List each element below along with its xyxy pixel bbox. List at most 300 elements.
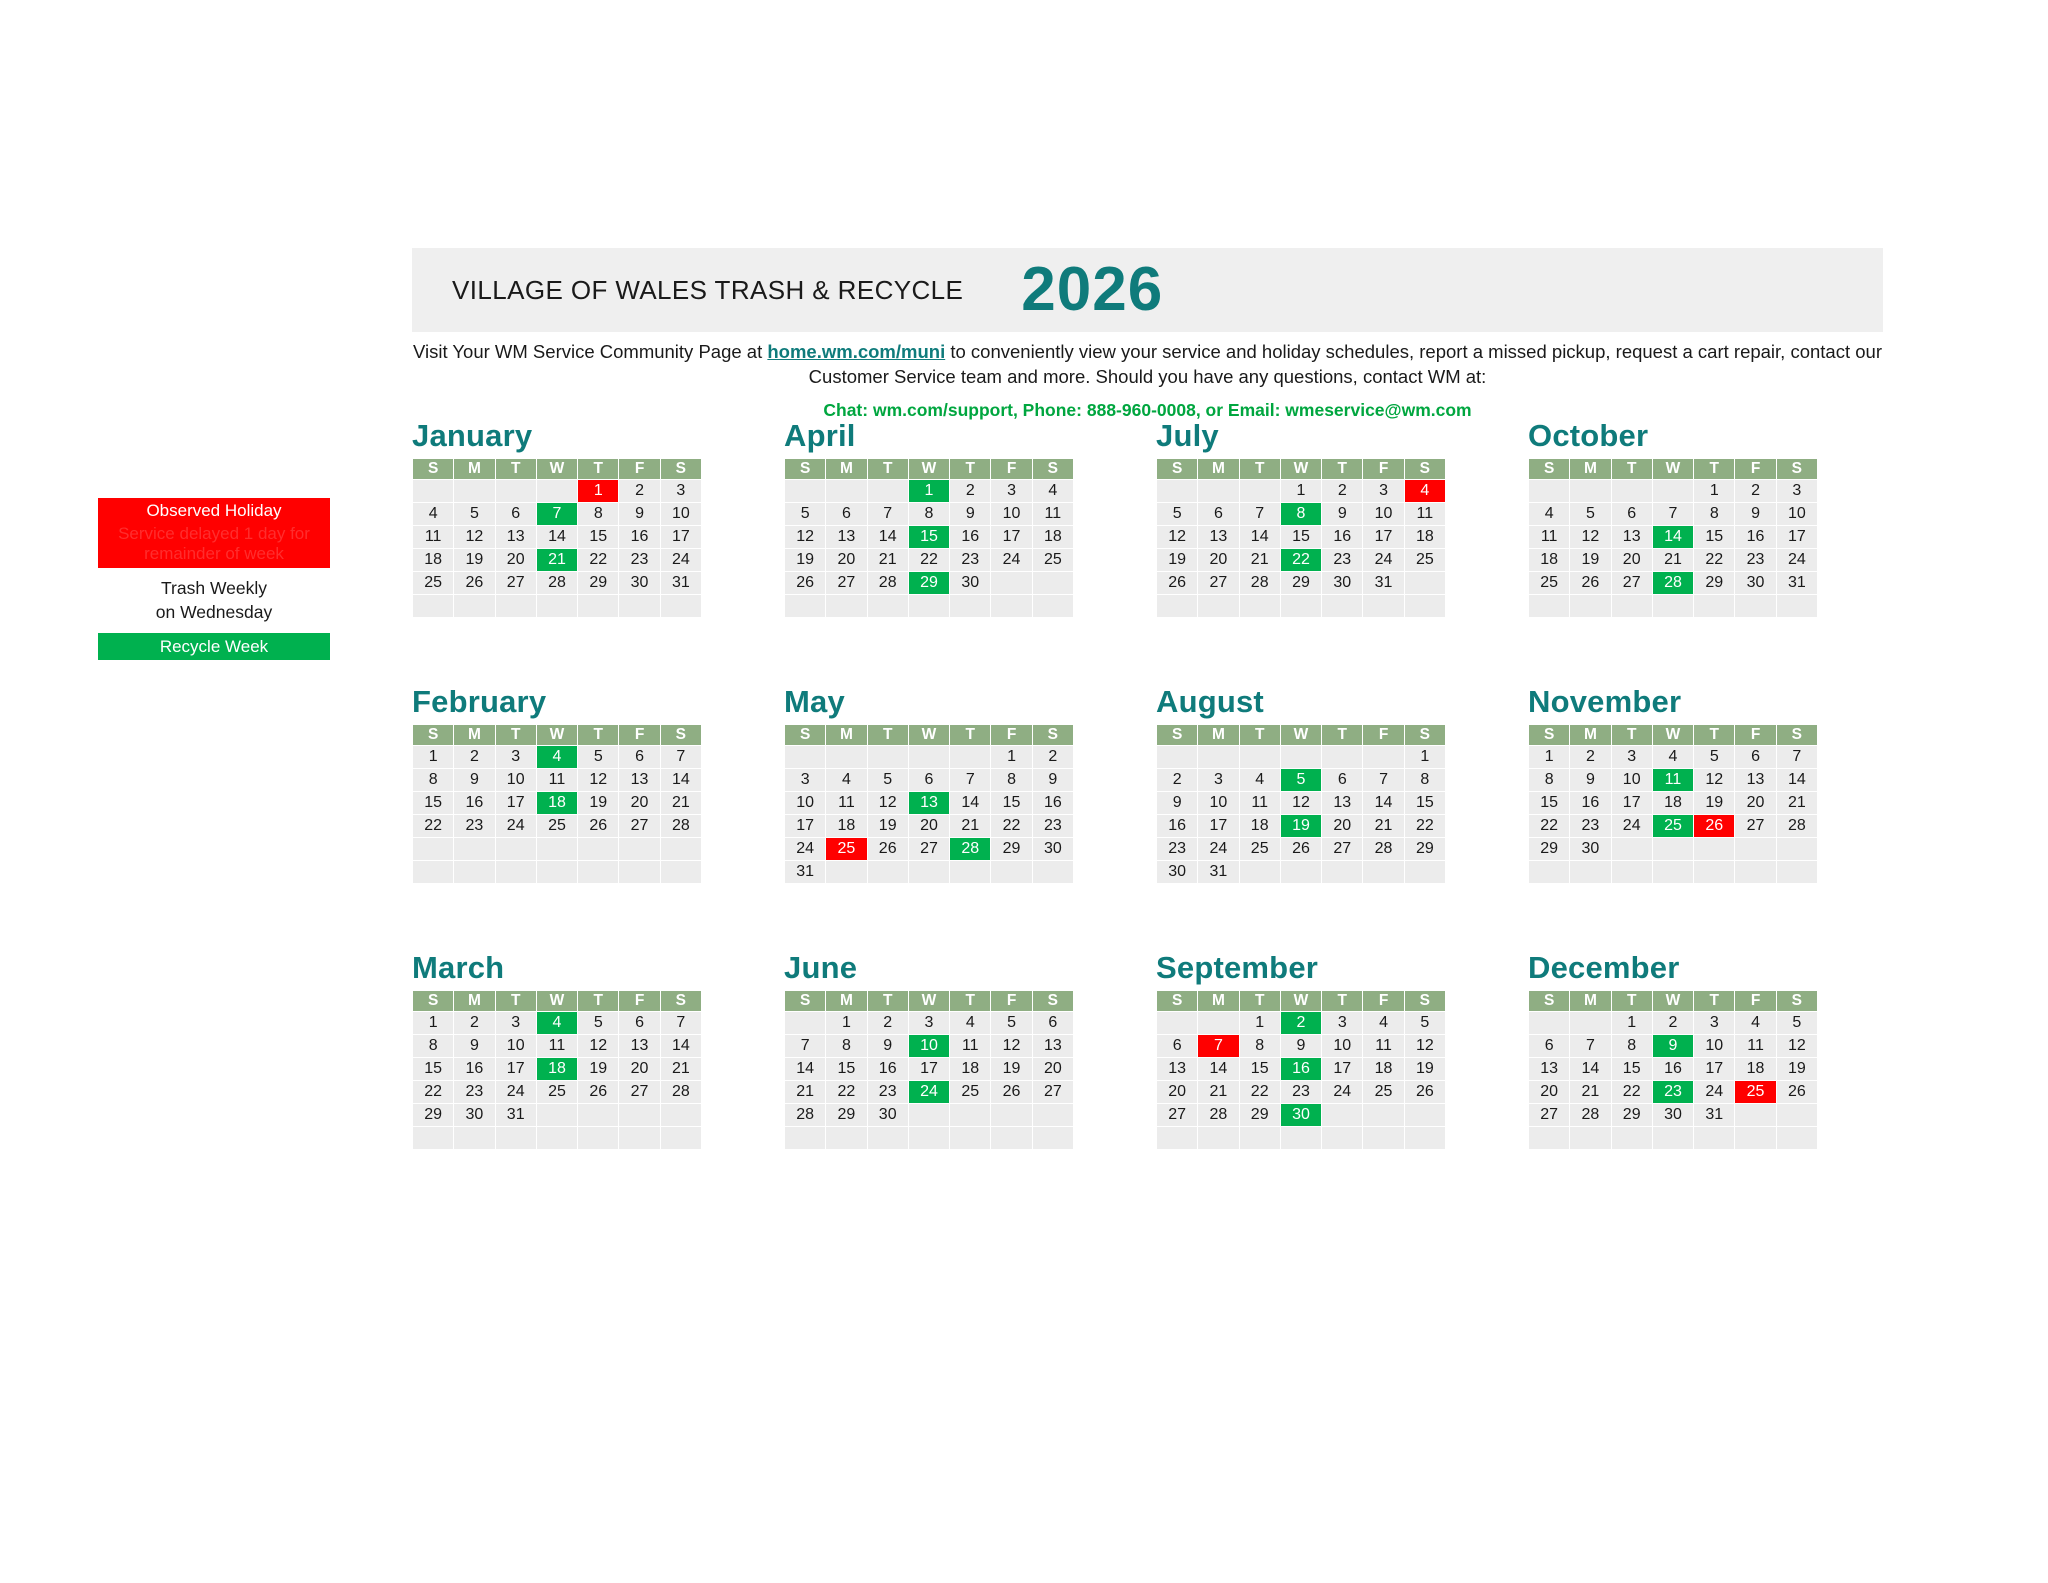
day-cell: 30 [1033,838,1073,860]
day-cell: 29 [1405,838,1445,860]
month-row [412,950,1902,1150]
weekday-header: T [950,459,990,479]
day-cell: 31 [496,1104,536,1126]
week-row [1529,1127,1817,1149]
day-cell: 13 [496,526,536,548]
day-cell-empty [991,1104,1031,1126]
day-cell-empty [1281,595,1321,617]
day-cell: 19 [1777,1058,1817,1080]
day-cell: 18 [1529,549,1569,571]
contact-line: Chat: wm.com/support, Phone: 888-960-0008, or Email: wmeservice@wm.com [823,400,1472,420]
day-cell: 5 [1157,503,1197,525]
day-cell: 22 [1405,815,1445,837]
day-cell-recycle: 22 [1281,549,1321,571]
day-cell-empty [1322,1104,1362,1126]
day-cell-empty [1777,861,1817,883]
day-cell-empty [1240,861,1280,883]
day-cell: 7 [785,1035,825,1057]
day-cell: 10 [1198,792,1238,814]
day-cell: 13 [1322,792,1362,814]
day-cell: 30 [454,1104,494,1126]
day-cell: 27 [1612,572,1652,594]
day-cell: 6 [619,746,659,768]
day-cell-empty [578,1104,618,1126]
day-cell: 7 [868,503,908,525]
day-cell: 2 [454,1012,494,1034]
day-cell: 5 [1777,1012,1817,1034]
day-cell: 12 [1281,792,1321,814]
weekday-header: S [785,725,825,745]
day-cell-empty [1694,595,1734,617]
day-cell-empty [950,1104,990,1126]
day-cell: 31 [661,572,701,594]
day-cell-empty [1653,861,1693,883]
month-table [412,990,702,1150]
intro-after-link: to conveniently view your service and holiday schedules, report a missed pickup, request a cart repair, contact our Customer Service team and more. Should you have any questions, contact WM at: [808,341,1882,387]
weekday-header: T [1322,459,1362,479]
day-cell: 27 [1322,838,1362,860]
day-cell: 5 [454,503,494,525]
day-cell: 7 [1653,503,1693,525]
weekday-header: M [1570,991,1610,1011]
day-cell: 11 [1240,792,1280,814]
month-title: February [412,684,547,719]
week-row [785,746,1073,768]
day-cell: 28 [785,1104,825,1126]
day-cell-empty [496,838,536,860]
day-cell: 3 [909,1012,949,1034]
weekday-header-row [1529,991,1817,1011]
day-cell: 31 [785,861,825,883]
day-cell: 19 [1405,1058,1445,1080]
day-cell: 11 [826,792,866,814]
day-cell-recycle: 13 [909,792,949,814]
day-cell: 15 [1694,526,1734,548]
day-cell: 4 [1363,1012,1403,1034]
day-cell: 27 [1198,572,1238,594]
weekday-header: T [868,991,908,1011]
day-cell-empty [1157,1012,1197,1034]
day-cell: 23 [1157,838,1197,860]
day-cell-empty [1735,1104,1775,1126]
day-cell: 29 [1529,838,1569,860]
weekday-header: T [1240,725,1280,745]
day-cell: 25 [1033,549,1073,571]
day-cell: 23 [1281,1081,1321,1103]
month-july [1156,418,1446,618]
day-cell: 3 [1612,746,1652,768]
day-cell: 27 [826,572,866,594]
day-cell: 24 [785,838,825,860]
day-cell: 15 [991,792,1031,814]
day-cell-empty [1363,595,1403,617]
weekday-header: T [1322,725,1362,745]
day-cell-empty [1653,838,1693,860]
day-cell-recycle: 24 [909,1081,949,1103]
day-cell: 4 [1240,769,1280,791]
day-cell: 6 [1033,1012,1073,1034]
day-cell: 27 [619,1081,659,1103]
day-cell: 9 [1033,769,1073,791]
day-cell-empty [909,1127,949,1149]
day-cell: 15 [578,526,618,548]
day-cell-empty [413,838,453,860]
day-cell-empty [1529,595,1569,617]
day-cell-holiday: 4 [1405,480,1445,502]
day-cell: 30 [950,572,990,594]
weekday-header: S [1157,459,1197,479]
weekday-header: W [1653,459,1693,479]
day-cell: 13 [1033,1035,1073,1057]
day-cell-empty [1694,861,1734,883]
day-cell: 22 [1529,815,1569,837]
day-cell-empty [1735,595,1775,617]
day-cell: 23 [619,549,659,571]
day-cell: 22 [1612,1081,1652,1103]
day-cell: 28 [661,1081,701,1103]
weekday-header-row [785,725,1073,745]
week-row [785,1127,1073,1149]
weekday-header-row [1157,459,1445,479]
day-cell-empty [1322,595,1362,617]
day-cell: 15 [1281,526,1321,548]
day-cell: 8 [909,503,949,525]
header-band [412,248,1883,332]
day-cell: 7 [950,769,990,791]
day-cell: 7 [661,746,701,768]
day-cell: 27 [496,572,536,594]
day-cell: 30 [868,1104,908,1126]
day-cell-empty [1033,861,1073,883]
month-june [784,950,1074,1150]
day-cell-empty [1240,1127,1280,1149]
week-row [785,549,1073,571]
weekday-header: W [1653,725,1693,745]
month-title: December [1528,950,1680,985]
day-cell-empty [1653,595,1693,617]
week-row [1157,572,1445,594]
week-row [785,838,1073,860]
week-row [1157,792,1445,814]
week-row [1157,526,1445,548]
month-table [1528,458,1818,618]
day-cell: 19 [868,815,908,837]
day-cell: 24 [1694,1081,1734,1103]
day-cell: 8 [413,769,453,791]
weekday-header: T [868,459,908,479]
day-cell-empty [619,1104,659,1126]
month-table [412,458,702,618]
legend-trash-line1: Trash Weekly [161,578,267,599]
weekday-header: W [1281,991,1321,1011]
day-cell-recycle: 16 [1281,1058,1321,1080]
day-cell: 9 [1281,1035,1321,1057]
day-cell: 8 [1694,503,1734,525]
weekday-header: M [1570,459,1610,479]
week-row [785,815,1073,837]
day-cell: 16 [454,1058,494,1080]
day-cell-empty [496,595,536,617]
day-cell: 3 [991,480,1031,502]
day-cell: 17 [1198,815,1238,837]
day-cell-empty [1363,861,1403,883]
day-cell-empty [1281,746,1321,768]
weekday-header: S [1405,991,1445,1011]
day-cell: 15 [1240,1058,1280,1080]
day-cell-empty [909,595,949,617]
day-cell: 17 [496,792,536,814]
weekday-header: S [661,725,701,745]
week-row [1157,1012,1445,1034]
day-cell: 2 [950,480,990,502]
week-row [785,769,1073,791]
weekday-header: T [1612,725,1652,745]
day-cell: 23 [454,1081,494,1103]
day-cell-empty [454,1127,494,1149]
day-cell: 19 [1157,549,1197,571]
legend [98,498,330,660]
week-row [1157,769,1445,791]
weekday-header: W [909,459,949,479]
weekday-header: F [991,725,1031,745]
weekday-header-row [1157,725,1445,745]
weekday-header: M [1198,725,1238,745]
day-cell-empty [1777,1127,1817,1149]
weekday-header: S [1777,725,1817,745]
day-cell-empty [1363,1127,1403,1149]
month-table [1528,990,1818,1150]
week-row [785,480,1073,502]
day-cell: 8 [578,503,618,525]
day-cell-empty [1529,861,1569,883]
day-cell: 6 [1322,769,1362,791]
month-table [1156,724,1446,884]
week-row [1157,746,1445,768]
day-cell: 6 [1735,746,1775,768]
day-cell: 6 [1612,503,1652,525]
day-cell-empty [1570,480,1610,502]
day-cell: 14 [661,1035,701,1057]
day-cell: 11 [1363,1035,1403,1057]
day-cell: 24 [496,1081,536,1103]
weekday-header: M [826,725,866,745]
day-cell: 2 [1653,1012,1693,1034]
day-cell-empty [950,861,990,883]
day-cell: 6 [496,503,536,525]
day-cell: 14 [1363,792,1403,814]
day-cell: 29 [1694,572,1734,594]
day-cell: 17 [496,1058,536,1080]
weekday-header: T [496,991,536,1011]
day-cell: 29 [991,838,1031,860]
week-row [1529,595,1817,617]
week-row [413,1127,701,1149]
day-cell: 20 [619,1058,659,1080]
day-cell: 30 [1653,1104,1693,1126]
day-cell: 8 [1612,1035,1652,1057]
day-cell: 6 [1529,1035,1569,1057]
weekday-header: S [1033,459,1073,479]
day-cell: 27 [619,815,659,837]
day-cell-empty [1529,480,1569,502]
day-cell: 26 [578,815,618,837]
day-cell: 20 [496,549,536,571]
day-cell: 6 [909,769,949,791]
day-cell-recycle: 2 [1281,1012,1321,1034]
weekday-header: M [826,459,866,479]
day-cell: 18 [1240,815,1280,837]
weekday-header: T [1694,459,1734,479]
day-cell: 10 [1322,1035,1362,1057]
day-cell: 20 [826,549,866,571]
day-cell: 10 [991,503,1031,525]
week-row [785,861,1073,883]
weekday-header: T [950,991,990,1011]
day-cell-empty [1033,572,1073,594]
day-cell-recycle: 4 [537,1012,577,1034]
day-cell-empty [1240,480,1280,502]
day-cell: 15 [1612,1058,1652,1080]
day-cell: 1 [1240,1012,1280,1034]
weekday-header: F [991,459,1031,479]
weekday-header-row [785,459,1073,479]
day-cell: 15 [1529,792,1569,814]
day-cell: 3 [1777,480,1817,502]
weekday-header: F [1735,991,1775,1011]
day-cell: 30 [619,572,659,594]
day-cell: 18 [826,815,866,837]
day-cell-empty [1405,572,1445,594]
day-cell: 8 [826,1035,866,1057]
day-cell: 31 [1777,572,1817,594]
week-row [1529,792,1817,814]
day-cell: 24 [1777,549,1817,571]
week-row [785,792,1073,814]
day-cell: 8 [1240,1035,1280,1057]
day-cell-empty [1529,1127,1569,1149]
day-cell: 29 [826,1104,866,1126]
day-cell: 9 [1735,503,1775,525]
week-row [413,1012,701,1034]
day-cell: 29 [1240,1104,1280,1126]
week-row [1157,838,1445,860]
day-cell-empty [578,595,618,617]
day-cell: 8 [991,769,1031,791]
month-title: June [784,950,858,985]
day-cell: 3 [1363,480,1403,502]
day-cell-empty [1653,1127,1693,1149]
day-cell: 1 [413,746,453,768]
weekday-header: T [1694,725,1734,745]
day-cell: 2 [619,480,659,502]
day-cell: 13 [619,769,659,791]
weekday-header: W [537,991,577,1011]
day-cell-empty [1570,861,1610,883]
weekday-header: S [413,991,453,1011]
week-row [413,1104,701,1126]
day-cell: 16 [1033,792,1073,814]
day-cell-empty [1612,1127,1652,1149]
week-row [1529,549,1817,571]
week-row [1157,549,1445,571]
day-cell-empty [1281,861,1321,883]
weekday-header: T [496,459,536,479]
day-cell-empty [619,595,659,617]
day-cell: 19 [454,549,494,571]
day-cell: 26 [1281,838,1321,860]
weekday-header: M [454,725,494,745]
day-cell: 17 [909,1058,949,1080]
day-cell: 22 [909,549,949,571]
day-cell-empty [454,838,494,860]
wm-community-link[interactable]: home.wm.com/muni [767,341,946,362]
day-cell: 17 [1777,526,1817,548]
day-cell-empty [1198,1012,1238,1034]
weekday-header: S [1157,991,1197,1011]
legend-observed-holiday: Observed Holiday [98,498,330,523]
weekday-header: M [826,991,866,1011]
day-cell-empty [1198,480,1238,502]
day-cell: 21 [661,792,701,814]
day-cell-empty [1694,1127,1734,1149]
weekday-header: W [1653,991,1693,1011]
day-cell: 31 [1198,861,1238,883]
weekday-header: S [785,991,825,1011]
weekday-header: T [868,725,908,745]
page-title: VILLAGE OF WALES TRASH & RECYCLE [452,274,964,305]
day-cell: 25 [413,572,453,594]
day-cell: 2 [868,1012,908,1034]
day-cell: 5 [1694,746,1734,768]
week-row [1529,815,1817,837]
day-cell: 23 [868,1081,908,1103]
day-cell-empty [785,595,825,617]
day-cell: 11 [950,1035,990,1057]
day-cell-recycle: 5 [1281,769,1321,791]
day-cell: 21 [1570,1081,1610,1103]
weekday-header-row [413,459,701,479]
day-cell-empty [619,838,659,860]
intro-before-link: Visit Your WM Service Community Page at [412,341,768,362]
weekday-header: T [1240,991,1280,1011]
week-row [785,503,1073,525]
day-cell-empty [1735,861,1775,883]
day-cell: 16 [1570,792,1610,814]
weekday-header: T [496,725,536,745]
weekday-header: F [1735,725,1775,745]
week-row [413,1035,701,1057]
day-cell: 15 [413,1058,453,1080]
day-cell: 19 [1694,792,1734,814]
day-cell-recycle: 1 [909,480,949,502]
week-row [413,838,701,860]
month-table [784,990,1074,1150]
week-row [1529,480,1817,502]
day-cell-empty [1281,1127,1321,1149]
week-row [1529,503,1817,525]
weekday-header-row [1529,725,1817,745]
day-cell-empty [909,861,949,883]
weekday-header: S [1529,725,1569,745]
day-cell: 31 [1694,1104,1734,1126]
day-cell: 4 [1735,1012,1775,1034]
day-cell: 20 [1529,1081,1569,1103]
week-row [785,1035,1073,1057]
weekday-header: F [991,991,1031,1011]
weekday-header: S [785,459,825,479]
day-cell: 1 [1694,480,1734,502]
day-cell-empty [537,861,577,883]
